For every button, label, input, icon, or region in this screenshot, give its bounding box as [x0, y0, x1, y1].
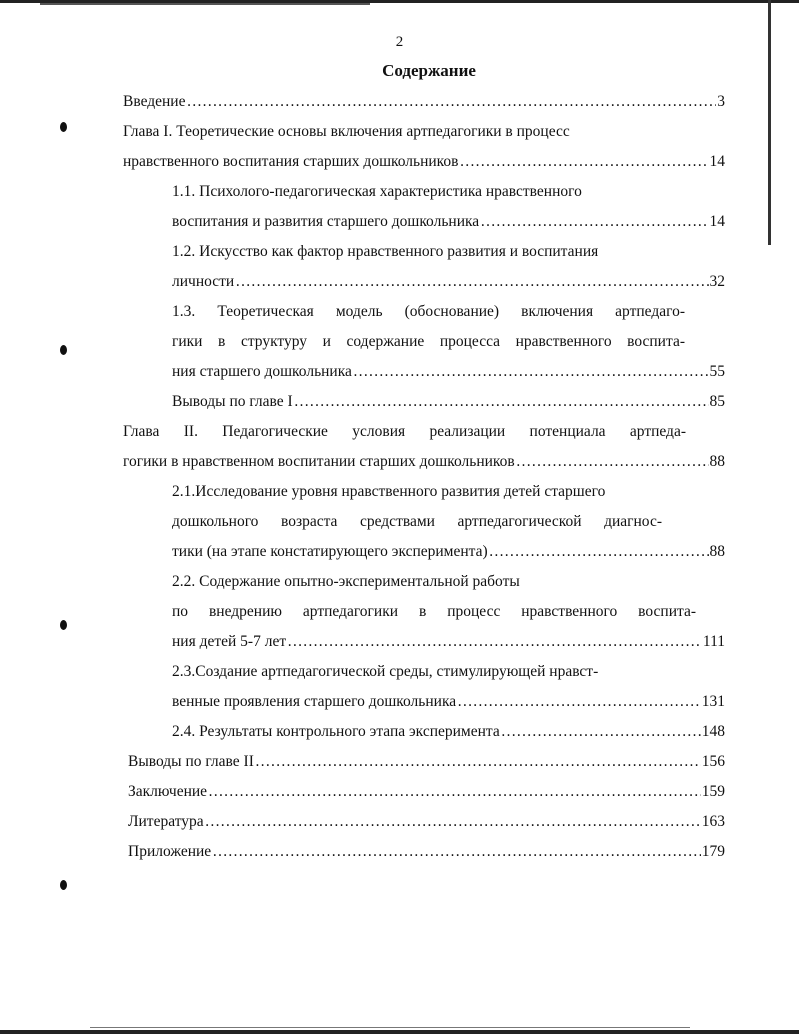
- toc-entry-label: нравственного воспитания старших дошкольников: [123, 153, 459, 170]
- toc-entry-label: ния старшего дошкольника: [172, 363, 352, 380]
- toc-section-2-2-line-2: по внедрению артпедагогики в процесс нравственного воспита-: [172, 603, 696, 620]
- toc-entry-section-1-3[interactable]: [172, 362, 725, 382]
- binder-hole-mark: [60, 620, 67, 630]
- toc-page-number: 148: [701, 723, 725, 740]
- toc-page-number: 179: [701, 843, 725, 860]
- toc-entry-conclusion[interactable]: [128, 782, 725, 802]
- leader-dots: [212, 842, 701, 862]
- toc-page-number: 85: [709, 393, 725, 410]
- toc-page-number: 55: [709, 363, 725, 380]
- toc-section-1-2-line-1: 1.2. Искусство как фактор нравственного развития и воспитания: [172, 243, 599, 260]
- toc-entry-conclusions-1[interactable]: [172, 392, 725, 412]
- toc-entry-chapter-2[interactable]: [123, 452, 725, 472]
- toc-entry-label: воспитания и развития старшего дошкольника: [172, 213, 480, 230]
- toc-page-number: 88: [709, 543, 725, 560]
- toc-chapter-1-line-1: Глава I. Теоретические основы включения артпедагогики в процесс: [123, 123, 570, 140]
- toc-page-number: 159: [701, 783, 725, 800]
- toc-entry-section-1-1[interactable]: [172, 212, 725, 232]
- toc-entry-label: Введение: [123, 93, 186, 110]
- leader-dots: [287, 632, 702, 652]
- binder-hole-mark: [60, 880, 67, 890]
- leader-dots: [457, 692, 701, 712]
- toc-entry-conclusions-2[interactable]: [128, 752, 725, 772]
- leader-dots: [460, 152, 709, 172]
- leader-dots: [353, 362, 709, 382]
- toc-section-2-1-line-1: 2.1.Исследование уровня нравственного развития детей старшего: [172, 483, 606, 500]
- toc-entry-chapter-1[interactable]: [123, 152, 725, 172]
- page-title: Содержание: [382, 61, 476, 80]
- toc-page-number: 32: [709, 273, 725, 290]
- leader-dots: [205, 812, 701, 832]
- toc-section-1-3-line-1: 1.3. Теоретическая модель (обоснование) включения артпедаго-: [172, 303, 685, 320]
- leader-dots: [516, 452, 709, 472]
- toc-entry-label: Выводы по главе I: [172, 393, 293, 410]
- leader-dots: [208, 782, 701, 802]
- leader-dots: [480, 212, 708, 232]
- toc-chapter-2-line-1: Глава II. Педагогические условия реализации потенциала артпеда-: [123, 423, 686, 440]
- binder-hole-mark: [60, 122, 67, 132]
- toc-page-number: 131: [701, 693, 725, 710]
- leader-dots: [186, 92, 716, 112]
- leader-dots: [294, 392, 709, 412]
- toc-entry-section-2-4[interactable]: [172, 722, 725, 742]
- toc-section-2-1-line-2: дошкольного возраста средствами артпедагогической диагнос-: [172, 513, 662, 530]
- leader-dots: [501, 722, 701, 742]
- toc-page-number: 88: [709, 453, 725, 470]
- toc-entry-label: венные проявления старшего дошкольника: [172, 693, 457, 710]
- toc-entry-label: Приложение: [128, 843, 212, 860]
- toc-page-number: 156: [701, 753, 725, 770]
- toc-page-number: 3: [717, 93, 725, 110]
- toc-page-number: 14: [709, 213, 725, 230]
- toc-page-number: 111: [702, 633, 725, 650]
- toc-entry-label: гогики в нравственном воспитании старших дошкольников: [123, 453, 515, 470]
- toc-entry-section-2-3[interactable]: [172, 692, 725, 712]
- toc-entry-intro[interactable]: [123, 92, 725, 112]
- toc-entry-label: тики (на этапе констатирующего эксперимента): [172, 543, 488, 560]
- toc-section-1-3-line-2: гики в структуру и содержание процесса нравственного воспита-: [172, 333, 685, 350]
- toc-entry-label: ния детей 5-7 лет: [172, 633, 287, 650]
- leader-dots: [489, 542, 709, 562]
- page-number: 2: [395, 34, 404, 50]
- toc-entry-label: личности: [172, 273, 235, 290]
- toc-entry-label: Выводы по главе II: [128, 753, 254, 770]
- toc-page-number: 163: [701, 813, 725, 830]
- toc-entry-appendix[interactable]: [128, 842, 725, 862]
- toc-entry-label: Литература: [128, 813, 204, 830]
- toc-entry-section-1-2[interactable]: [172, 272, 725, 292]
- toc-entry-literature[interactable]: [128, 812, 725, 832]
- binder-hole-mark: [60, 345, 67, 355]
- scan-bottom-border-fragment: [90, 1027, 690, 1028]
- toc-entry-label: Заключение: [128, 783, 208, 800]
- toc-entry-section-2-1[interactable]: [172, 542, 725, 562]
- scan-top-border-fragment: [40, 3, 370, 5]
- leader-dots: [255, 752, 701, 772]
- toc-entry-section-2-2[interactable]: [172, 632, 725, 652]
- toc-section-2-2-line-1: 2.2. Содержание опытно-экспериментальной работы: [172, 573, 520, 590]
- toc-section-2-3-line-1: 2.3.Создание артпедагогической среды, стимулирующей нравст-: [172, 663, 599, 680]
- toc-entry-label: 2.4. Результаты контрольного этапа эксперимента: [172, 723, 500, 740]
- leader-dots: [235, 272, 708, 292]
- toc-section-1-1-line-1: 1.1. Психолого-педагогическая характеристика нравственного: [172, 183, 582, 200]
- toc-page-number: 14: [709, 153, 725, 170]
- scan-bottom-border: [0, 1030, 799, 1034]
